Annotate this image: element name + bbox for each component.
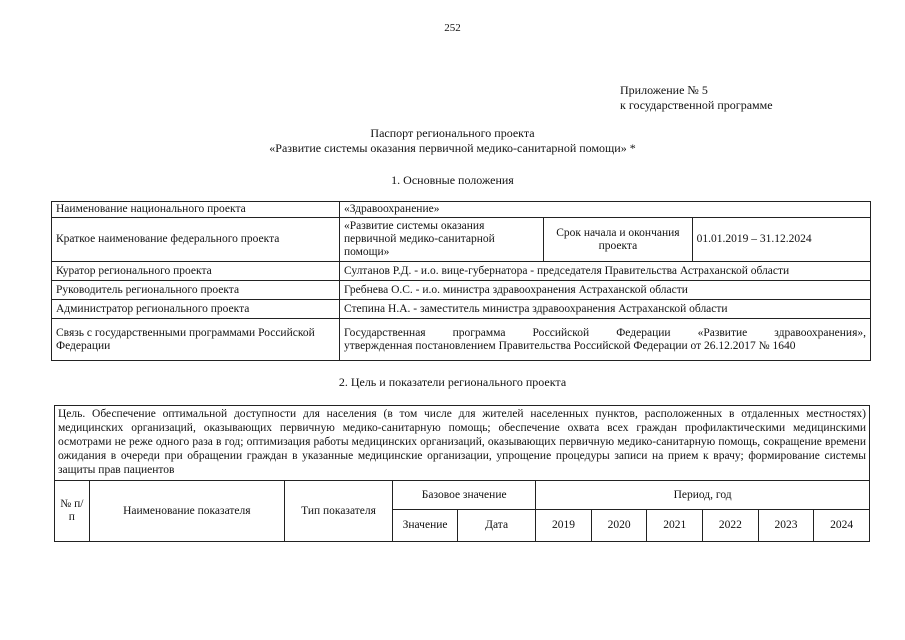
programs-link-line-2: утвержденная постановлением Правительства Российской Федерации от 26.12.2017 № 1640 [343,339,796,352]
goal-text: Цель. Обеспечение оптимальной доступности для населения (в том числе для жителей населенных пунктов, расположенных в отдаленных местностях) медицинских организаций, оказывающих первичную медико-санитарную помощь; обеспечение охвата всех граждан профилактическими медицинскими осмотрами не реже одного раза в год; оптимизация работы медицинских организаций, оказывающих первичную медико-санитарную помощь, сокращение времени ожидания в очереди при обращении граждан в указанные медицинские организации, упрощение процедуры записи на прием к врачу; формирование системы защиты прав пациентов [54,405,870,481]
admin-value: Степина Н.А. - заместитель министра здравоохранения Астраханской области [339,300,870,319]
col-base-header: Базовое значение [393,481,536,510]
curator-value: Султанов Р.Д. - и.о. вице-губернатора - председателя Правительства Астраханской области [339,262,870,281]
table-row [52,262,871,281]
year-header-2019: 2019 [536,510,592,542]
col-type-header: Тип показателя [284,481,392,542]
section1-heading: 1. Основные положения [391,173,514,187]
federal-project-label: Краткое наименование федерального проекта [52,218,340,262]
curator-label: Куратор регионального проекта [52,262,340,281]
appendix-line-1: Приложение № 5 [620,83,708,97]
section2-heading: 2. Цель и показатели регионального проекта [338,375,567,389]
national-project-value: «Здравоохранение» [339,202,870,218]
programs-link-line-1: Государственная программа Российской Федерации «Развитие здравоохранения», [343,326,866,339]
table-row [52,202,871,218]
indicators-table [54,480,870,542]
admin-label: Администратор регионального проекта [52,300,340,319]
year-header-2024: 2024 [814,510,870,542]
table-row [52,218,871,262]
table-row [55,481,870,510]
head-value: Гребнева О.С. - и.о. министра здравоохранения Астраханской области [339,281,870,300]
year-header-2020: 2020 [591,510,647,542]
head-label: Руководитель регионального проекта [52,281,340,300]
year-header-2021: 2021 [647,510,703,542]
col-value-header: Значение [393,510,458,542]
federal-project-value: «Развитие системы оказания первичной медико-санитарной помощи» [339,218,543,262]
project-period-value: 01.01.2019 – 31.12.2024 [692,218,870,262]
table-row [52,300,871,319]
project-period-label: Срок начала и окончания проекта [544,218,693,262]
passport-title: Паспорт регионального проекта [370,126,535,140]
page-number: 252 [444,22,461,34]
appendix-note [620,83,773,113]
national-project-label: Наименование национального проекта [52,202,340,218]
col-number-header: № п/п [55,481,90,542]
col-period-header: Период, год [536,481,870,510]
col-name-header: Наименование показателя [89,481,284,542]
year-header-2023: 2023 [758,510,814,542]
appendix-line-2: к государственной программе [620,98,773,112]
programs-link-label: Связь с государственными программами Российской Федерации [52,319,340,361]
basic-info-table [51,201,871,361]
programs-link-value [339,319,870,361]
table-row [52,319,871,361]
passport-subtitle: «Развитие системы оказания первичной медико-санитарной помощи» * [269,141,636,155]
table-row [52,281,871,300]
col-date-header: Дата [457,510,535,542]
year-header-2022: 2022 [703,510,759,542]
